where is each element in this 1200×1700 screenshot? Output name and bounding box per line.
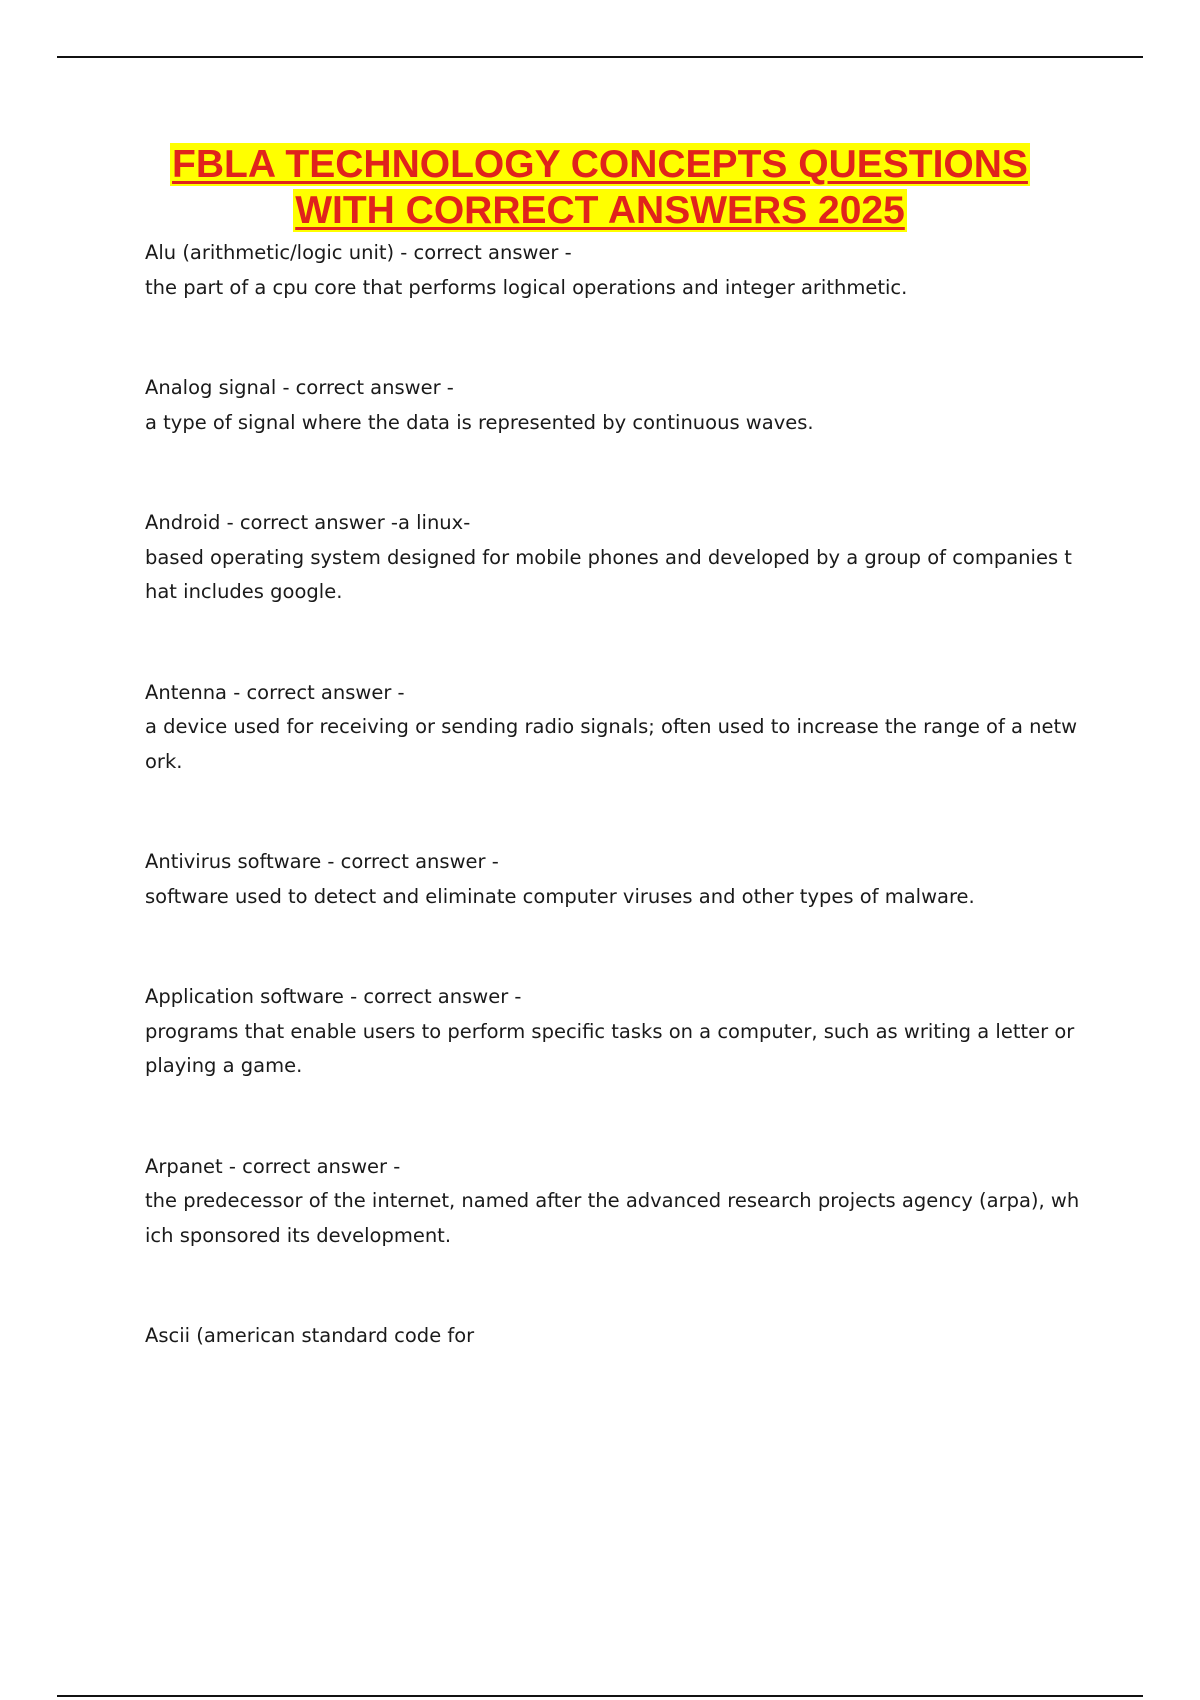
entry-term: Arpanet - correct answer - — [145, 1154, 401, 1178]
entry-antenna — [145, 676, 1085, 780]
entry-definition: a device used for receiving or sending radio signals; often used to increase the range of a netw ork. — [145, 715, 1078, 773]
top-rule — [57, 56, 1143, 58]
entry-term: Android - correct answer -a linux- — [145, 511, 471, 534]
entry-term: Ascii (american standard code for — [145, 1324, 475, 1347]
entry-ascii — [145, 1319, 1085, 1354]
entry-list — [145, 236, 1085, 1420]
entry-term: Application software - correct answer - — [145, 985, 522, 1008]
entry-term: Alu (arithmetic/logic unit) - correct answer - — [145, 241, 572, 264]
entry-definition: based operating system designed for mobile phones and developed by a group of companies t hat includes google. — [145, 545, 1072, 603]
entry-definition: a type of signal where the data is represented by continuous waves. — [145, 410, 814, 434]
entry-alu — [145, 236, 1085, 305]
entry-arpanet — [145, 1150, 1085, 1254]
entry-definition: the part of a cpu core that performs logical operations and integer arithmetic. — [145, 275, 908, 299]
bottom-rule — [57, 1695, 1143, 1697]
entry-antivirus-software — [145, 845, 1085, 914]
entry-android — [145, 506, 1085, 610]
entry-analog-signal — [145, 371, 1085, 440]
page-title — [57, 142, 1143, 234]
entry-definition: the predecessor of the internet, named after the advanced research projects agency (arpa), wh ich sponsored its development. — [145, 1189, 1080, 1247]
entry-term: Antenna - correct answer - — [145, 680, 405, 704]
entry-definition: software used to detect and eliminate computer viruses and other types of malware. — [145, 884, 975, 908]
title-line-2: WITH CORRECT ANSWERS 2025 — [295, 189, 905, 232]
entry-term: Antivirus software - correct answer - — [145, 850, 499, 873]
entry-definition: programs that enable users to perform specific tasks on a computer, such as writing a letter or playing a game. — [145, 1019, 1075, 1077]
entry-term: Analog signal - correct answer - — [145, 376, 454, 399]
entry-application-software — [145, 980, 1085, 1084]
title-line-1: FBLA TECHNOLOGY CONCEPTS QUESTIONS — [172, 143, 1028, 186]
